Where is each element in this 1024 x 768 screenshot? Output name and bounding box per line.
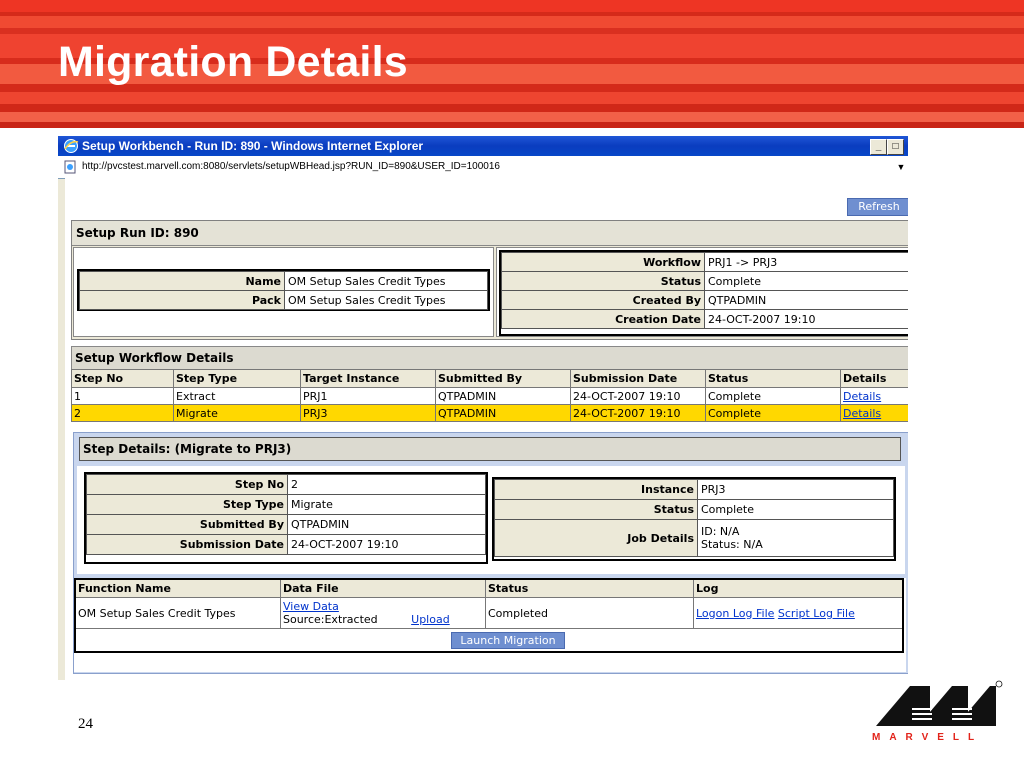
function-row xyxy=(75,598,903,629)
submission-date-cell: 24-OCT-2007 19:10 xyxy=(571,388,706,405)
instance-value: PRJ3 xyxy=(698,480,894,500)
col-submission-date: Submission Date xyxy=(571,370,706,388)
details-link[interactable]: Details xyxy=(843,389,882,403)
status-cell: Complete xyxy=(706,388,841,405)
creation-date-label: Creation Date xyxy=(502,310,705,329)
function-table xyxy=(74,578,904,653)
job-status-value: Status: N/A xyxy=(701,538,763,551)
step-no-value: 2 xyxy=(288,475,486,495)
step-no-cell: 2 xyxy=(72,405,174,422)
upload-link[interactable]: Upload xyxy=(411,613,450,626)
browser-window xyxy=(58,136,908,680)
step-type-value: Migrate xyxy=(288,495,486,515)
view-data-link[interactable]: View Data xyxy=(283,600,339,613)
col-function-name: Function Name xyxy=(75,579,281,598)
maximize-button[interactable]: □ xyxy=(887,139,904,155)
instance-label: Instance xyxy=(495,480,698,500)
step-no-label: Step No xyxy=(87,475,288,495)
step-type-cell: Extract xyxy=(174,388,301,405)
job-id-value: ID: N/A xyxy=(701,525,740,538)
submitted-by-cell: QTPADMIN xyxy=(436,388,571,405)
workflow-value: PRJ1 -> PRJ3 xyxy=(705,253,909,272)
pack-value: OM Setup Sales Credit Types xyxy=(285,291,488,310)
creation-date-value: 24-OCT-2007 19:10 xyxy=(705,310,909,329)
minimize-button[interactable]: _ xyxy=(870,139,887,155)
run-status-value: Complete xyxy=(705,272,909,291)
created-by-label: Created By xyxy=(502,291,705,310)
run-status-label: Status xyxy=(502,272,705,291)
function-status-cell: Completed xyxy=(486,598,694,629)
workflow-label: Workflow xyxy=(502,253,705,272)
pack-label: Pack xyxy=(80,291,285,310)
address-dropdown-icon[interactable]: ▼ xyxy=(896,162,906,172)
refresh-button[interactable]: Refresh xyxy=(847,198,908,216)
script-log-link[interactable]: Script Log File xyxy=(777,606,855,620)
function-name-cell: OM Setup Sales Credit Types xyxy=(75,598,281,629)
name-value: OM Setup Sales Credit Types xyxy=(285,272,488,291)
table-row-selected[interactable] xyxy=(72,405,909,422)
page-icon xyxy=(63,160,77,174)
page-number: 24 xyxy=(78,716,93,732)
address-url[interactable]: http://pvcstest.marvell.com:8080/servlets/setupWBHead.jsp?RUN_ID=890&USER_ID=100016 xyxy=(82,161,500,172)
workflow-table xyxy=(71,369,908,422)
step-details-panel xyxy=(73,432,908,674)
window-title: Setup Workbench - Run ID: 890 - Windows Internet Explorer xyxy=(82,139,424,153)
table-row[interactable] xyxy=(72,388,909,405)
submission-date-cell: 24-OCT-2007 19:10 xyxy=(571,405,706,422)
step-info-box xyxy=(84,472,488,564)
created-by-value: QTPADMIN xyxy=(705,291,909,310)
setup-run-panel xyxy=(71,220,908,340)
col-status: Status xyxy=(706,370,841,388)
page-content xyxy=(65,178,908,680)
col-function-status: Status xyxy=(486,579,694,598)
launch-migration-button[interactable]: Launch Migration xyxy=(451,632,564,649)
address-bar[interactable] xyxy=(58,156,908,179)
submitted-by-cell: QTPADMIN xyxy=(436,405,571,422)
step-type-cell: Migrate xyxy=(174,405,301,422)
status-cell: Complete xyxy=(706,405,841,422)
col-details: Details xyxy=(841,370,909,388)
run-info-box xyxy=(499,250,908,336)
source-value: Source:Extracted xyxy=(283,613,378,626)
workflow-header: Setup Workflow Details xyxy=(75,351,234,365)
col-step-no: Step No xyxy=(72,370,174,388)
job-details-label: Job Details xyxy=(495,520,698,557)
submitted-by-label: Submitted By xyxy=(87,515,288,535)
workflow-header-bar xyxy=(71,346,908,370)
col-target-instance: Target Instance xyxy=(301,370,436,388)
target-instance-cell: PRJ3 xyxy=(301,405,436,422)
details-link[interactable]: Details xyxy=(843,406,882,420)
col-submitted-by: Submitted By xyxy=(436,370,571,388)
step-no-cell: 1 xyxy=(72,388,174,405)
setup-run-header: Setup Run ID: 890 xyxy=(76,226,199,240)
step-instance-box xyxy=(492,477,896,561)
window-titlebar xyxy=(58,136,908,156)
marvell-wordmark: MARVELL xyxy=(872,732,984,743)
col-data-file: Data File xyxy=(281,579,486,598)
step-details-header: Step Details: (Migrate to PRJ3) xyxy=(83,442,292,456)
submission-date-value: 24-OCT-2007 19:10 xyxy=(288,535,486,555)
step-type-label: Step Type xyxy=(87,495,288,515)
run-name-box xyxy=(77,269,490,311)
submitted-by-value: QTPADMIN xyxy=(288,515,486,535)
logon-log-link[interactable]: Logon Log File xyxy=(696,606,775,620)
col-step-type: Step Type xyxy=(174,370,301,388)
internet-explorer-icon xyxy=(63,138,79,154)
name-label: Name xyxy=(80,272,285,291)
submission-date-label: Submission Date xyxy=(87,535,288,555)
col-log: Log xyxy=(694,579,904,598)
step-status-label: Status xyxy=(495,500,698,520)
target-instance-cell: PRJ1 xyxy=(301,388,436,405)
step-status-value: Complete xyxy=(698,500,894,520)
slide-title: Migration Details xyxy=(58,38,408,86)
